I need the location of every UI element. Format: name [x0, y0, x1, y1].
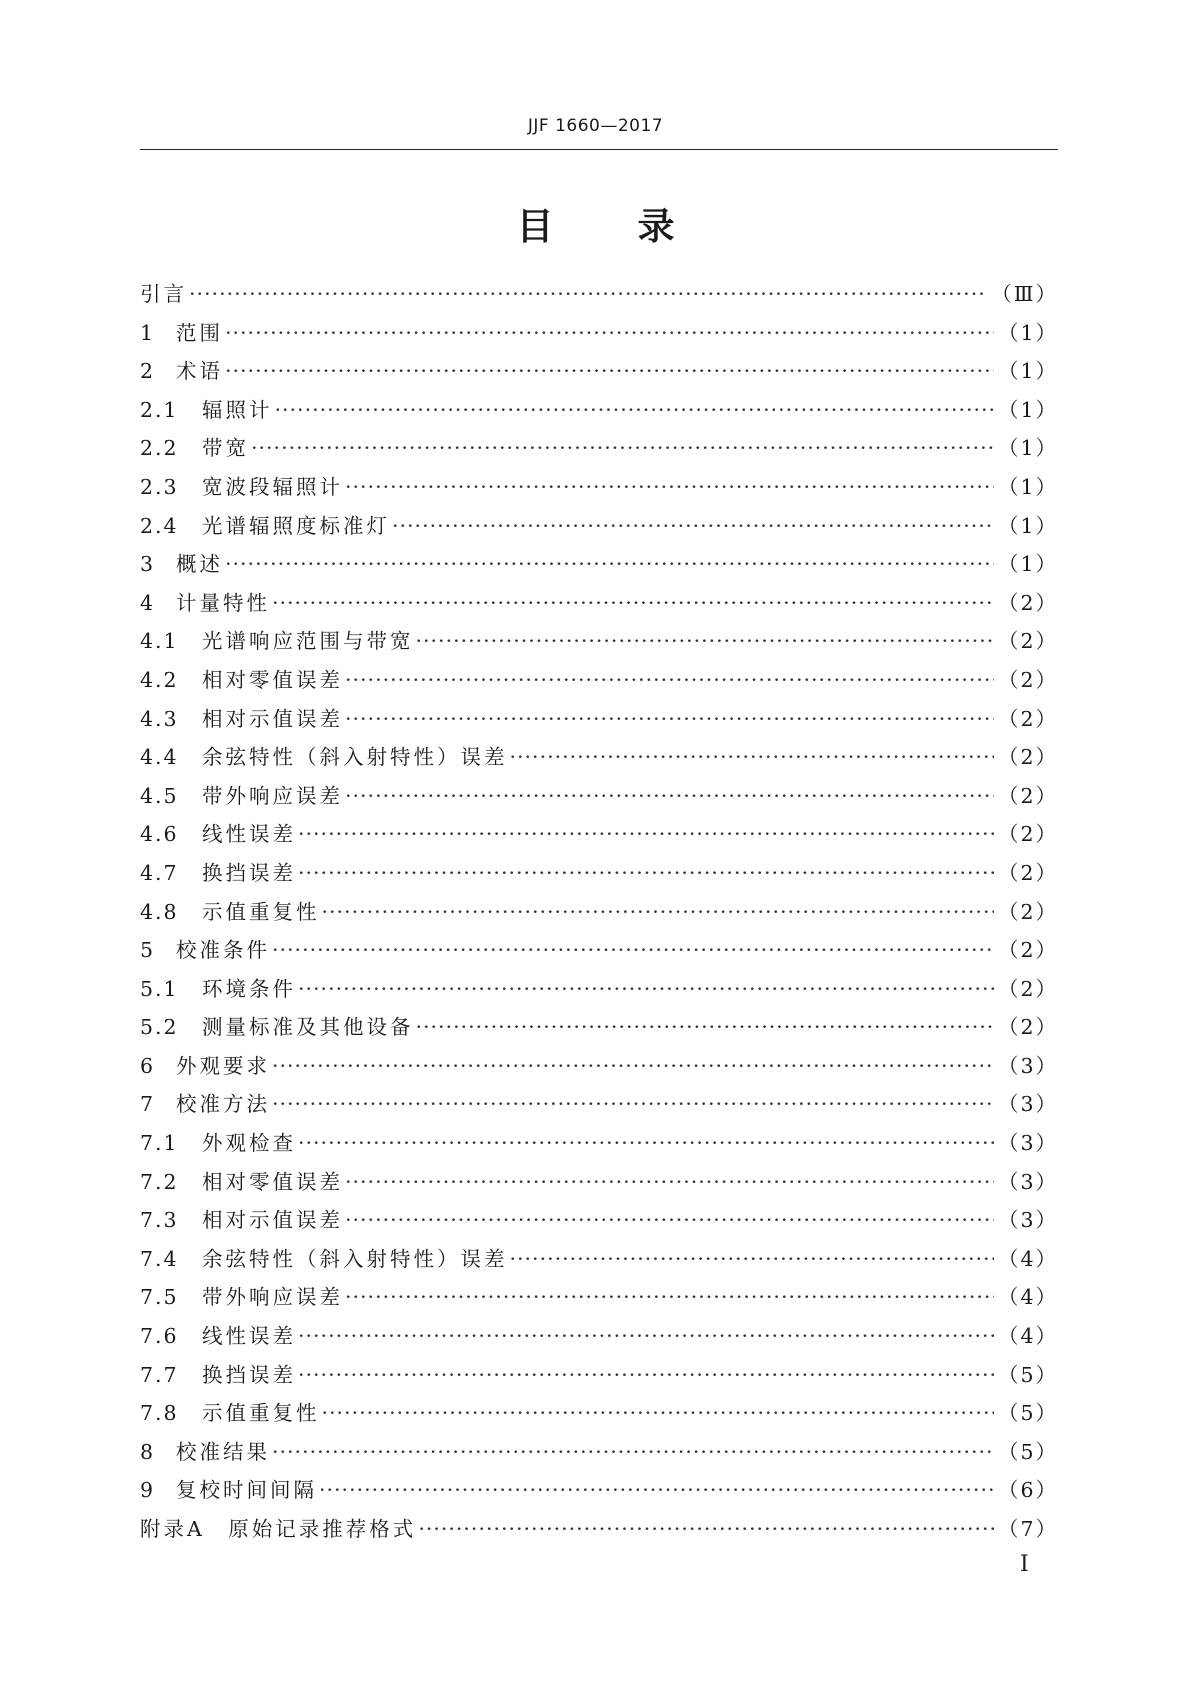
table-of-contents	[140, 275, 1058, 1549]
toc-entry-page: （2）	[997, 1015, 1058, 1040]
toc-entry-page: （3）	[997, 1169, 1058, 1194]
toc-entry-number: 4.7	[140, 860, 179, 885]
toc-entry-number: 4.3	[140, 706, 179, 731]
toc-entry-label: 相对零值误差	[202, 1169, 343, 1194]
toc-entry-number: 1	[140, 320, 156, 345]
toc-entry-number: 4	[140, 590, 156, 615]
toc-entry-number: 5.2	[140, 1015, 179, 1040]
toc-entry-number: 2	[140, 359, 156, 384]
toc-entry-label: 校准结果	[176, 1439, 270, 1464]
toc-entry-page: （2）	[997, 667, 1058, 692]
toc-entry-number: 7.7	[140, 1362, 179, 1387]
toc-dot-leader	[510, 1240, 994, 1279]
header-rule	[140, 149, 1058, 150]
toc-entry-label: 带外响应误差	[202, 783, 343, 808]
toc-entry-label: 术语	[176, 359, 223, 384]
toc-entry[interactable]	[140, 854, 1058, 893]
toc-entry-page: （1）	[997, 552, 1058, 577]
toc-entry-page: （1）	[997, 320, 1058, 345]
toc-entry-number: 5.1	[140, 976, 179, 1001]
toc-entry-label: 外观检查	[202, 1131, 296, 1156]
toc-entry-page: （3）	[997, 1131, 1058, 1156]
toc-entry-page: （2）	[997, 860, 1058, 885]
toc-entry-page: （2）	[997, 629, 1058, 654]
toc-entry[interactable]	[140, 1124, 1058, 1163]
toc-entry-label: 环境条件	[202, 976, 296, 1001]
toc-dot-leader	[272, 584, 994, 623]
toc-entry-number: 2.2	[140, 436, 179, 461]
toc-entry[interactable]	[140, 545, 1058, 584]
toc-dot-leader	[298, 1124, 994, 1163]
page-title: 目录	[516, 205, 759, 248]
toc-entry-page: （3）	[997, 1092, 1058, 1117]
toc-dot-leader	[345, 1278, 994, 1317]
toc-entry-page: （1）	[997, 436, 1058, 461]
toc-dot-leader	[416, 622, 994, 661]
toc-entry-label: 辐照计	[202, 397, 273, 422]
toc-entry-label: 范围	[176, 320, 223, 345]
toc-entry[interactable]	[140, 1471, 1058, 1510]
toc-entry[interactable]	[140, 1317, 1058, 1356]
toc-entry[interactable]	[140, 391, 1058, 430]
toc-entry-label: 附录A 原始记录推荐格式	[140, 1517, 417, 1541]
toc-dot-leader	[319, 1471, 994, 1510]
toc-dot-leader	[298, 854, 994, 893]
toc-entry[interactable]	[140, 970, 1058, 1009]
toc-dot-leader	[298, 1356, 994, 1395]
toc-entry-number: 4.2	[140, 667, 179, 692]
toc-dot-leader	[225, 545, 994, 584]
page-number: Ⅰ	[1020, 1552, 1029, 1577]
toc-dot-leader	[189, 275, 987, 314]
toc-entry-label: 余弦特性（斜入射特性）误差	[202, 1246, 508, 1271]
toc-entry-label: 宽波段辐照计	[202, 474, 343, 499]
toc-entry[interactable]	[140, 893, 1058, 932]
toc-dot-leader	[345, 1201, 994, 1240]
toc-entry-number: 2.4	[140, 513, 179, 538]
toc-entry-number: 2.1	[140, 397, 179, 422]
toc-entry-page: （1）	[997, 513, 1058, 538]
toc-entry-label: 光谱响应范围与带宽	[202, 629, 414, 654]
toc-entry[interactable]	[140, 1278, 1058, 1317]
toc-entry-page: （5）	[997, 1362, 1058, 1387]
toc-dot-leader	[416, 1008, 994, 1047]
toc-entry-label: 概述	[176, 552, 223, 577]
toc-dot-leader	[272, 1047, 994, 1086]
toc-dot-leader	[345, 777, 994, 816]
toc-entry[interactable]	[140, 1433, 1058, 1472]
toc-entry[interactable]	[140, 275, 1058, 314]
toc-entry-label: 相对示值误差	[202, 706, 343, 731]
toc-dot-leader	[345, 1163, 994, 1202]
toc-entry-number: 5	[140, 938, 156, 963]
toc-entry-page: （6）	[997, 1478, 1058, 1503]
toc-entry-label: 余弦特性（斜入射特性）误差	[202, 745, 508, 770]
toc-entry-label: 相对零值误差	[202, 667, 343, 692]
toc-dot-leader	[345, 468, 994, 507]
toc-entry-label: 复校时间间隔	[176, 1478, 317, 1503]
toc-dot-leader	[298, 1317, 994, 1356]
toc-entry-label: 测量标准及其他设备	[202, 1015, 414, 1040]
toc-entry-number: 4.4	[140, 745, 179, 770]
toc-entry[interactable]	[140, 468, 1058, 507]
toc-entry-number: 8	[140, 1439, 156, 1464]
toc-entry-number: 2.3	[140, 474, 179, 499]
toc-entry[interactable]	[140, 584, 1058, 623]
toc-entry-number: 3	[140, 552, 156, 577]
toc-entry[interactable]	[140, 661, 1058, 700]
toc-entry-page: （4）	[997, 1285, 1058, 1310]
toc-entry-page: （5）	[997, 1439, 1058, 1464]
toc-dot-leader	[272, 1085, 994, 1124]
toc-entry-number: 4.5	[140, 783, 179, 808]
toc-entry-page: （2）	[997, 938, 1058, 963]
toc-entry[interactable]	[140, 1510, 1058, 1549]
toc-entry-label: 示值重复性	[202, 899, 320, 924]
toc-dot-leader	[225, 314, 994, 353]
toc-entry-label: 校准方法	[176, 1092, 270, 1117]
toc-entry-label: 线性误差	[202, 822, 296, 847]
toc-dot-leader	[345, 700, 994, 739]
toc-entry-label: 校准条件	[176, 938, 270, 963]
toc-entry-number: 7	[140, 1092, 156, 1117]
toc-entry-page: （1）	[997, 397, 1058, 422]
toc-entry-label: 带宽	[202, 436, 249, 461]
toc-entry-label: 示值重复性	[202, 1401, 320, 1426]
toc-entry-number: 7.5	[140, 1285, 179, 1310]
toc-dot-leader	[345, 661, 994, 700]
toc-entry-label: 带外响应误差	[202, 1285, 343, 1310]
toc-entry-label: 换挡误差	[202, 1362, 296, 1387]
toc-entry[interactable]	[140, 1201, 1058, 1240]
toc-entry-page: （3）	[997, 1053, 1058, 1078]
toc-dot-leader	[392, 507, 994, 546]
toc-dot-leader	[251, 429, 994, 468]
toc-dot-leader	[225, 352, 994, 391]
toc-entry[interactable]	[140, 777, 1058, 816]
toc-entry-page: （1）	[997, 474, 1058, 499]
toc-entry-number: 7.4	[140, 1246, 179, 1271]
toc-entry-page: （7）	[997, 1517, 1058, 1541]
toc-entry-number: 4.8	[140, 899, 179, 924]
toc-entry-label: 线性误差	[202, 1324, 296, 1349]
toc-dot-leader	[322, 1394, 994, 1433]
toc-entry-label: 相对示值误差	[202, 1208, 343, 1233]
document-code-header: JJF 1660—2017	[527, 116, 664, 136]
toc-dot-leader	[275, 391, 994, 430]
toc-entry[interactable]	[140, 622, 1058, 661]
toc-entry-number: 7.1	[140, 1131, 179, 1156]
toc-entry-page: （1）	[997, 359, 1058, 384]
toc-entry[interactable]	[140, 700, 1058, 739]
toc-entry[interactable]	[140, 429, 1058, 468]
toc-entry-label: 光谱辐照度标准灯	[202, 513, 390, 538]
toc-entry-label: 外观要求	[176, 1053, 270, 1078]
toc-entry-number: 7.3	[140, 1208, 179, 1233]
toc-dot-leader	[272, 1433, 994, 1472]
toc-entry-number: 4.1	[140, 629, 179, 654]
toc-entry-page: （4）	[997, 1324, 1058, 1349]
toc-entry-page: （2）	[997, 822, 1058, 847]
toc-entry-label: 换挡误差	[202, 860, 296, 885]
toc-entry[interactable]	[140, 1356, 1058, 1395]
toc-entry[interactable]	[140, 1394, 1058, 1433]
toc-entry-label: 计量特性	[176, 590, 270, 615]
toc-entry-number: 7.8	[140, 1401, 179, 1426]
toc-dot-leader	[510, 738, 994, 777]
toc-dot-leader	[418, 1510, 994, 1549]
toc-entry-label: 引言	[140, 282, 187, 306]
toc-entry-page: （2）	[997, 899, 1058, 924]
toc-dot-leader	[298, 815, 994, 854]
toc-entry[interactable]	[140, 352, 1058, 391]
toc-entry-page: （2）	[997, 976, 1058, 1001]
toc-entry[interactable]	[140, 314, 1058, 353]
toc-entry-page: （5）	[997, 1401, 1058, 1426]
toc-dot-leader	[272, 931, 994, 970]
toc-entry[interactable]	[140, 815, 1058, 854]
toc-entry-page: （2）	[997, 745, 1058, 770]
toc-entry[interactable]	[140, 1163, 1058, 1202]
toc-entry[interactable]	[140, 738, 1058, 777]
toc-entry-page: （3）	[997, 1208, 1058, 1233]
toc-dot-leader	[298, 970, 994, 1009]
toc-entry-number: 7.2	[140, 1169, 179, 1194]
toc-entry-page: （4）	[997, 1246, 1058, 1271]
toc-entry[interactable]	[140, 1008, 1058, 1047]
toc-entry-number: 4.6	[140, 822, 179, 847]
toc-entry-number: 6	[140, 1053, 156, 1078]
toc-entry-page: （2）	[997, 783, 1058, 808]
toc-entry-page: （Ⅲ）	[991, 282, 1058, 306]
toc-entry[interactable]	[140, 1085, 1058, 1124]
toc-dot-leader	[322, 893, 994, 932]
toc-entry[interactable]	[140, 1240, 1058, 1279]
toc-entry[interactable]	[140, 1047, 1058, 1086]
toc-entry-number: 9	[140, 1478, 156, 1503]
toc-entry-page: （2）	[997, 590, 1058, 615]
toc-entry[interactable]	[140, 931, 1058, 970]
toc-entry[interactable]	[140, 507, 1058, 546]
toc-entry-page: （2）	[997, 706, 1058, 731]
toc-entry-number: 7.6	[140, 1324, 179, 1349]
